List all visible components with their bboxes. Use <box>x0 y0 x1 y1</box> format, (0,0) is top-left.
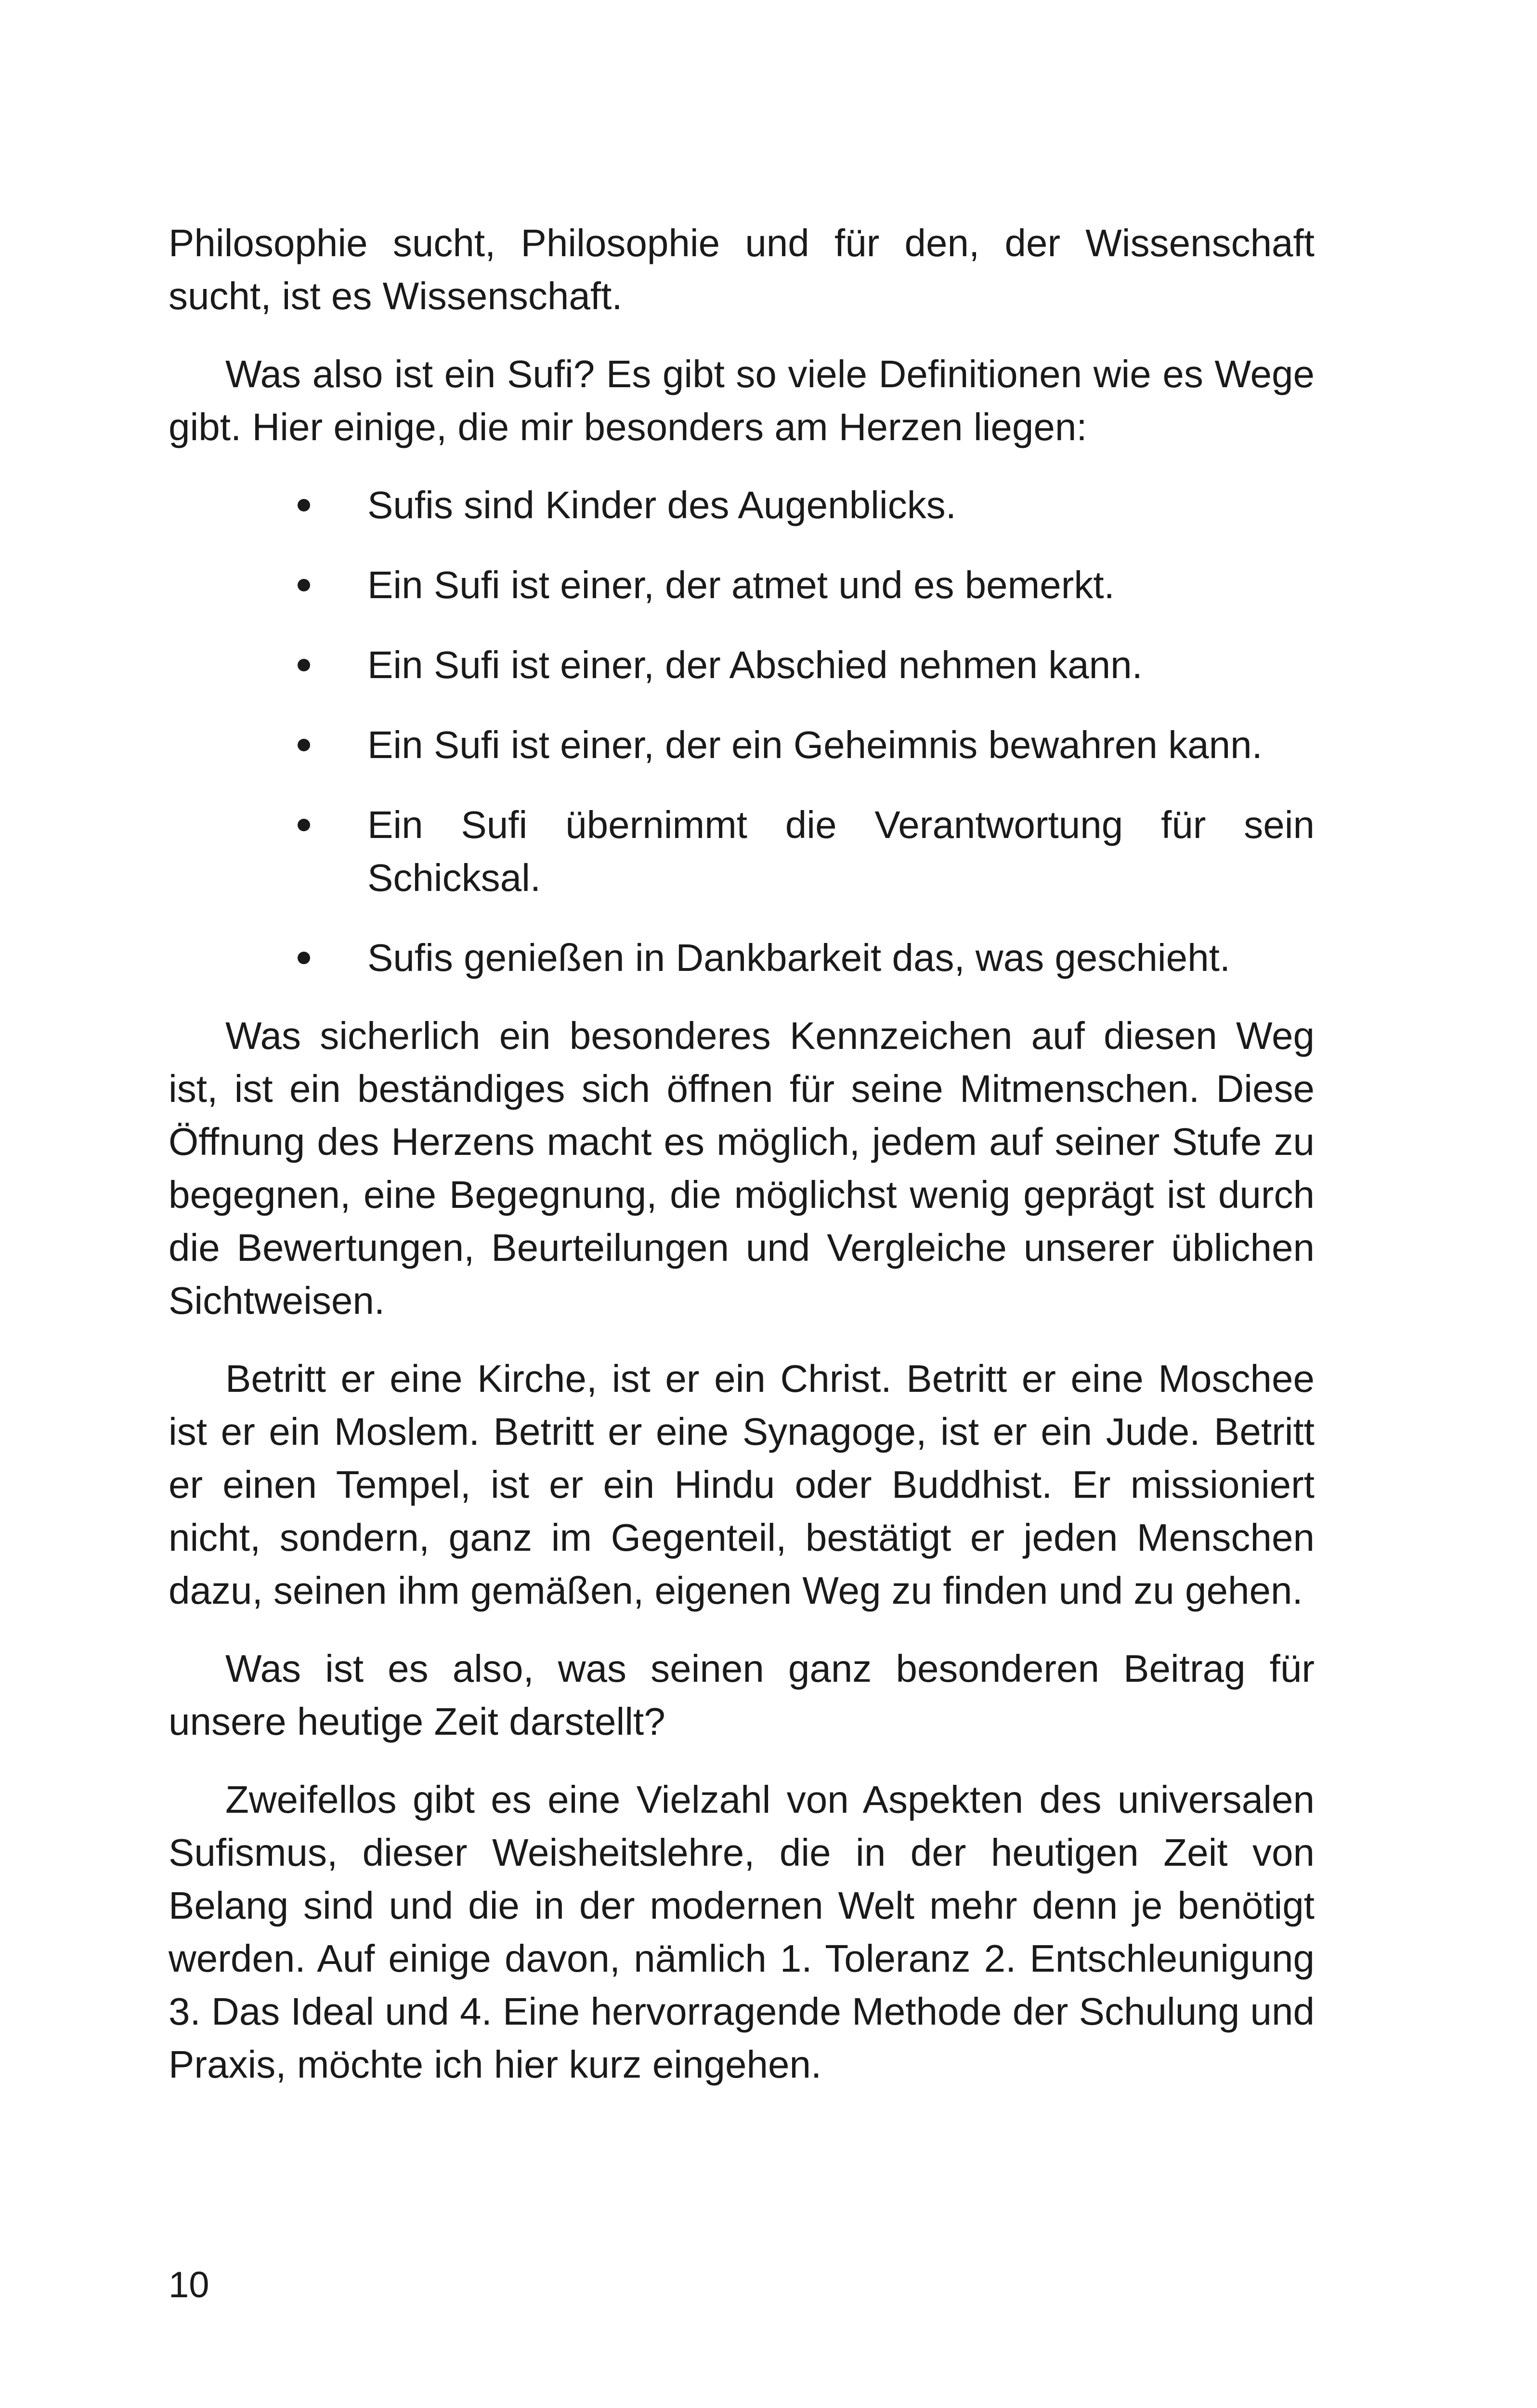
paragraph-what-is-sufi: Was also ist ein Sufi? Es gibt so viele Definitionen wie es Wege gibt. Hier einige, die mir besonders am Herzen liegen: <box>169 353 1315 448</box>
list-item-text: Ein Sufi ist einer, der ein Geheimnis bewahren kann. <box>367 723 1263 766</box>
bullet-icon <box>298 579 310 591</box>
paragraph-continuation: Philosophie sucht, Philosophie und für den, der Wissenschaft sucht, ist es Wissenschaft. <box>169 222 1315 317</box>
sufi-definitions-list <box>169 479 1315 984</box>
bullet-icon <box>298 952 310 964</box>
list-item <box>169 798 1315 904</box>
paragraph-openness: Was sicherlich ein besonderes Kennzeichen auf diesen Weg ist, ist ein beständiges sich öffnen für seine Mitmenschen. Diese Öffnung des Herzens macht es möglich, jedem auf seiner Stufe zu begegnen, eine Begegnung, die möglichst wenig geprägt ist durch die Bewertungen, Beurteilungen und Vergleiche unserer üblichen Sichtweisen. <box>169 1014 1315 1322</box>
list-item-text: Ein Sufi ist einer, der Abschied nehmen kann. <box>367 643 1143 686</box>
paragraph-contribution-question: Was ist es also, was seinen ganz besonderen Beitrag für unsere heutige Zeit darstellt? <box>169 1647 1315 1743</box>
page-number: 10 <box>169 2264 209 2305</box>
list-item-text: Ein Sufi ist einer, der atmet und es bemerkt. <box>367 563 1115 606</box>
bullet-icon <box>298 819 310 831</box>
list-item <box>169 719 1315 772</box>
list-item <box>169 639 1315 692</box>
list-item-text: Sufis sind Kinder des Augenblicks. <box>367 484 956 526</box>
list-item <box>169 931 1315 984</box>
list-item <box>169 479 1315 532</box>
bullet-icon <box>298 499 310 511</box>
bullet-icon <box>298 739 310 751</box>
page-body <box>169 217 1315 2116</box>
list-item-text: Sufis genießen in Dankbarkeit das, was geschieht. <box>367 936 1231 979</box>
list-item <box>169 559 1315 612</box>
list-item-text: Ein Sufi übernimmt die Verantwortung für sein Schicksal. <box>367 803 1315 899</box>
paragraph-aspects: Zweifellos gibt es eine Vielzahl von Aspekten des universalen Sufismus, dieser Weisheitslehre, die in der heutigen Zeit von Belang sind und die in der modernen Welt mehr denn je benötigt werden. Auf einige davon, nämlich 1. Toleranz 2. Entschleunigung 3. Das Ideal und 4. Eine hervorragende Methode der Schulung und Praxis, möchte ich hier kurz eingehen. <box>169 1778 1315 2086</box>
bullet-icon <box>298 659 310 671</box>
paragraph-religions: Betritt er eine Kirche, ist er ein Christ. Betritt er eine Moschee ist er ein Moslem. Betritt er eine Synagoge, ist er ein Jude. Betritt er einen Tempel, ist er ein Hindu oder Buddhist. Er missioniert nicht, sondern, ganz im Gegenteil, bestätigt er jeden Menschen dazu, seinen ihm gemäßen, eigenen Weg zu finden und zu gehen. <box>169 1357 1315 1612</box>
